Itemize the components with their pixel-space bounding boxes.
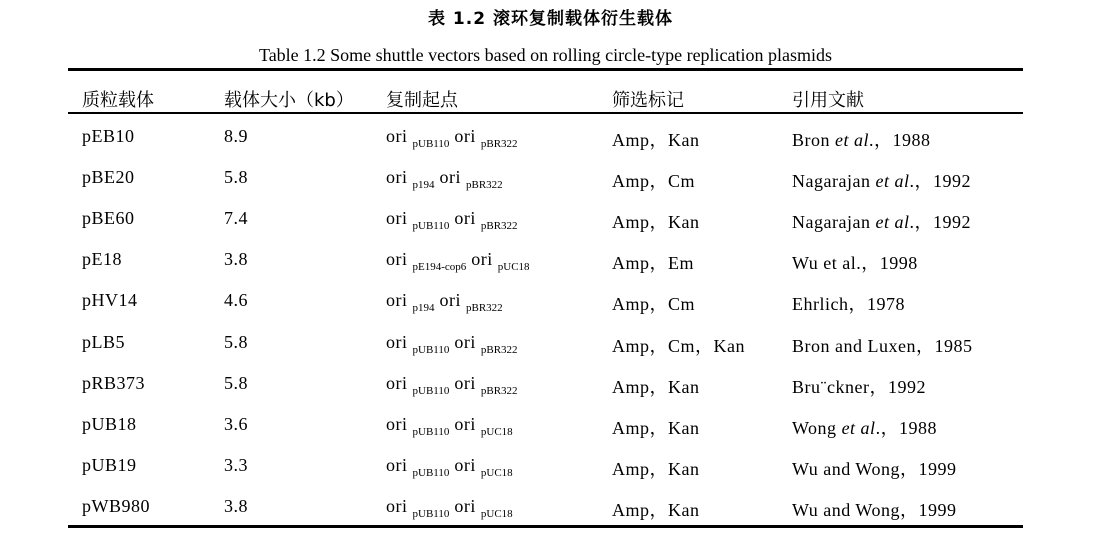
cell-size: 4.6 (224, 290, 248, 311)
header-marker: 筛选标记 (612, 90, 684, 111)
reference-author: Wu et al.，1998 (792, 253, 918, 274)
origin-subscript-1: pUB110 (412, 466, 450, 479)
origin-subscript-2: pUC18 (480, 507, 513, 520)
origin-label-1: ori (386, 290, 408, 311)
origin-label-1: ori (386, 331, 408, 352)
cell-plasmid: pEB10 (82, 126, 135, 146)
origin-subscript-1: pUB110 (412, 138, 450, 150)
origin-label-2: ori (454, 208, 476, 229)
cell-plasmid: pUB18 (82, 413, 137, 434)
header-plasmid: 质粒载体 (82, 90, 154, 111)
table-title-english: Table 1.2 Some shuttle vectors based on rolling circle-type replication plasmids (258, 45, 833, 65)
origin-label-1: ori (386, 495, 408, 516)
reference-tail: .，1992 (909, 171, 971, 192)
origin-subscript-2: pBR322 (480, 138, 518, 150)
origin-subscript-2: pUC18 (497, 261, 530, 274)
table-row (0, 496, 1101, 537)
cell-size: 5.8 (224, 372, 248, 393)
reference-tail: .，1988 (869, 130, 931, 150)
origin-subscript-1: pUB110 (412, 425, 450, 438)
cell-origin (386, 372, 518, 397)
cell-marker: Amp，Kan (612, 499, 700, 520)
cell-marker: Amp，Em (612, 253, 694, 274)
table-row (0, 414, 1101, 455)
cell-size: 7.4 (224, 208, 248, 229)
reference-etal: et al (875, 212, 910, 233)
origin-label-1: ori (386, 454, 408, 475)
cell-origin (386, 495, 513, 520)
cell-plasmid: pE18 (82, 249, 122, 270)
reference-author: Nagarajan (792, 212, 876, 233)
origin-label-2: ori (454, 454, 476, 475)
cell-marker: Amp，Cm (612, 294, 696, 315)
cell-reference (792, 496, 956, 522)
origin-subscript-1: pUB110 (412, 507, 450, 520)
cell-origin (386, 249, 530, 274)
origin-label-2: ori (471, 249, 493, 270)
reference-author: Wong (792, 417, 842, 438)
table-row (0, 373, 1101, 414)
cell-reference (792, 167, 971, 193)
cell-size: 3.8 (224, 495, 248, 516)
cell-plasmid: pBE60 (82, 208, 135, 229)
origin-label-1: ori (386, 167, 408, 188)
table-top-rule (68, 68, 1023, 71)
cell-reference (792, 249, 918, 275)
origin-subscript-2: pUC18 (480, 425, 513, 438)
reference-author: Wu and Wong，1999 (792, 458, 957, 479)
origin-subscript-1: p194 (412, 302, 435, 315)
origin-subscript-1: pUB110 (412, 220, 450, 233)
origin-label-2: ori (439, 167, 461, 188)
cell-plasmid: pHV14 (82, 290, 138, 311)
cell-marker: Amp，Kan (612, 212, 700, 233)
origin-subscript-1: pUB110 (412, 384, 450, 397)
table-row (0, 455, 1101, 496)
reference-author: Bru¨ckner，1992 (792, 376, 926, 397)
table-row (0, 290, 1101, 331)
reference-author: Nagarajan (792, 171, 876, 192)
cell-origin (386, 290, 503, 315)
origin-label-2: ori (454, 372, 476, 393)
header-origin: 复制起点 (386, 90, 458, 111)
origin-label-1: ori (386, 249, 408, 270)
cell-plasmid: pLB5 (82, 331, 126, 352)
origin-subscript-2: pBR322 (466, 302, 503, 315)
cell-size: 5.8 (224, 331, 248, 352)
origin-subscript-2: pBR322 (466, 179, 503, 192)
cell-origin (386, 208, 518, 233)
table-row (0, 332, 1101, 373)
cell-origin (386, 331, 518, 356)
cell-plasmid: pBE20 (82, 167, 135, 188)
cell-reference (792, 290, 905, 316)
cell-marker: Amp，Cm，Kan (612, 335, 745, 356)
cell-reference (792, 332, 972, 358)
origin-label-1: ori (386, 126, 408, 146)
origin-label-2: ori (454, 413, 476, 434)
origin-label-1: ori (386, 413, 408, 434)
reference-etal: et al (835, 130, 869, 150)
table-header-rule (68, 112, 1023, 114)
table-row (0, 208, 1101, 249)
cell-reference (792, 126, 931, 152)
origin-label-2: ori (439, 290, 461, 311)
reference-etal: et al (875, 171, 910, 192)
cell-size: 3.6 (224, 413, 248, 434)
origin-label-2: ori (454, 126, 476, 146)
origin-subscript-1: p194 (412, 179, 435, 192)
reference-author: Bron (792, 130, 835, 150)
cell-plasmid: pRB373 (82, 372, 146, 393)
reference-author: Wu and Wong，1999 (792, 499, 957, 520)
cell-marker: Amp，Kan (612, 130, 700, 150)
origin-subscript-1: pUB110 (412, 343, 450, 356)
header-size: 载体大小（kb） (224, 90, 354, 111)
cell-marker: Amp，Kan (612, 417, 700, 438)
cell-origin (386, 413, 513, 438)
origin-label-1: ori (386, 208, 408, 229)
table-title-chinese: 表 1.2 滚环复制载体衍生载体 (428, 9, 673, 29)
table-bottom-rule (68, 525, 1023, 528)
table-row (0, 167, 1101, 208)
reference-etal: et al (841, 417, 876, 438)
cell-size: 8.9 (224, 126, 248, 146)
cell-reference (792, 414, 937, 440)
header-reference: 引用文献 (792, 90, 864, 111)
cell-origin (386, 167, 503, 192)
reference-tail: .，1988 (875, 417, 938, 438)
origin-subscript-2: pBR322 (480, 343, 518, 356)
origin-subscript-2: pUC18 (480, 466, 513, 479)
origin-subscript-1: pE194-cop6 (412, 261, 467, 274)
reference-author: Ehrlich，1978 (792, 294, 905, 315)
cell-reference (792, 455, 956, 481)
cell-marker: Amp，Cm (612, 171, 696, 192)
origin-label-2: ori (454, 495, 476, 516)
cell-reference (792, 373, 926, 399)
cell-size: 5.8 (224, 167, 248, 188)
cell-plasmid: pWB980 (82, 495, 150, 516)
origin-subscript-2: pBR322 (480, 384, 518, 397)
origin-label-2: ori (454, 331, 476, 352)
cell-size: 3.8 (224, 249, 248, 270)
origin-subscript-2: pBR322 (480, 220, 518, 233)
origin-label-1: ori (386, 372, 408, 393)
cell-marker: Amp，Kan (612, 458, 700, 479)
cell-plasmid: pUB19 (82, 454, 137, 475)
reference-tail: .，1992 (909, 212, 971, 233)
table-row (0, 126, 1101, 167)
cell-marker: Amp，Kan (612, 376, 700, 397)
cell-origin (386, 454, 513, 479)
cell-size: 3.3 (224, 454, 248, 475)
cell-origin (386, 126, 518, 150)
table-row (0, 249, 1101, 290)
cell-reference (792, 208, 971, 234)
reference-author: Bron and Luxen，1985 (792, 335, 973, 356)
